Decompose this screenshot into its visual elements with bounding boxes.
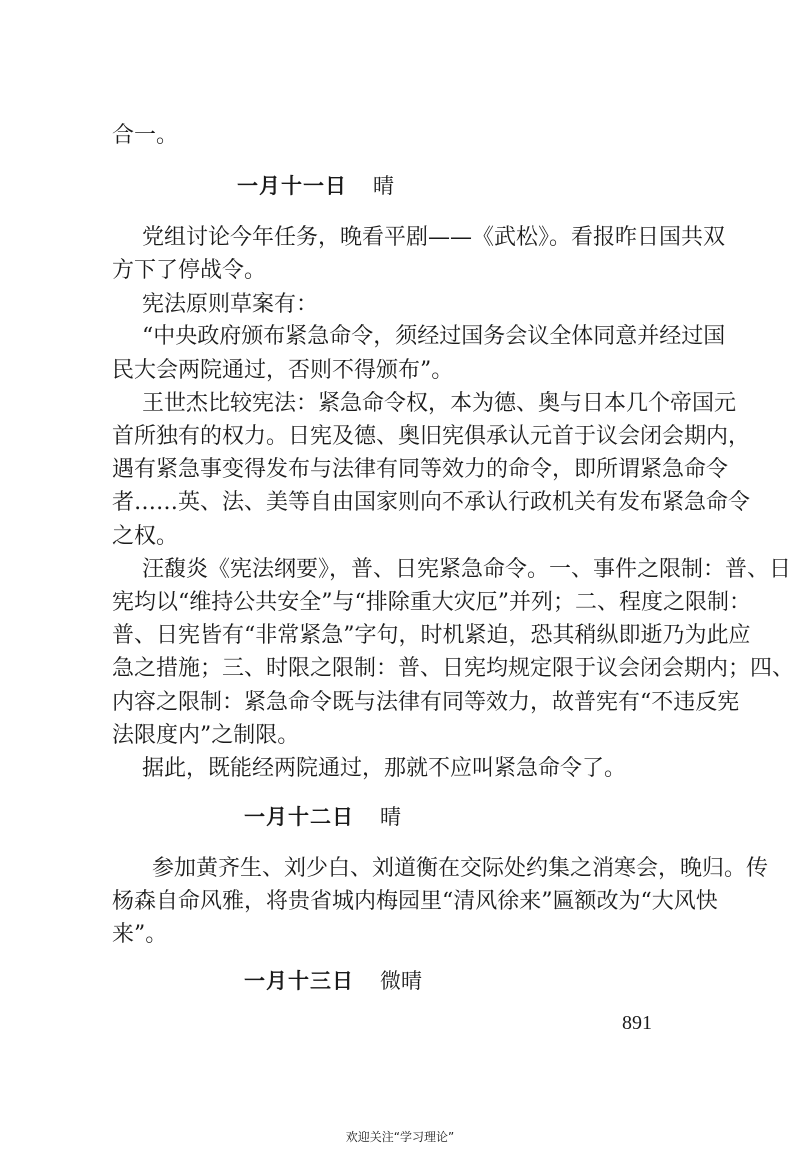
text-line: 首所独有的权力。日宪及德、奥旧宪俱承认元首于议会闭会期内，: [112, 424, 751, 449]
footer-watermark: 欢迎关注“学习理论”: [345, 1130, 455, 1144]
page-number: 891: [622, 1012, 652, 1034]
text-line: 王世杰比较宪法：紧急命令权，本为德、奥与日本几个帝国元: [142, 391, 737, 416]
text-line: 法限度内”之制限。: [112, 723, 300, 748]
text-line: 党组讨论今年任务，晚看平剧——《武松》。看报昨日国共双: [142, 225, 726, 250]
text-line: 内容之限制：紧急命令既与法律有同等效力，故普宪有“不违反宪: [112, 690, 740, 715]
text-line: 遇有紧急事变得发布与法律有同等效力的命令，即所谓紧急命令: [112, 457, 729, 482]
text-line: 急之措施；三、时限之限制：普、日宪均规定限于议会闭会期内；四、: [112, 656, 795, 681]
text-line: 宪法原则草案有：: [142, 292, 319, 317]
text-line: 者……英、法、美等自由国家则向不承认行政机关有发布紧急命令: [112, 490, 751, 515]
text-line: “中央政府颁布紧急命令，须经过国务会议全体同意并经过国: [142, 324, 726, 349]
text-line: 方下了停战令。: [112, 258, 267, 283]
entry-date: 一月十二日: [244, 805, 354, 829]
entry-weather: 晴: [380, 805, 401, 829]
text-line: 据此，既能经两院通过，那就不应叫紧急命令了。: [142, 756, 627, 781]
entry-date: 一月十三日: [244, 969, 354, 993]
entry-weather: 微晴: [380, 969, 422, 993]
text-line: 杨森自命风雅，将贵省城内梅园里“清风徐来”匾额改为“大风快: [112, 889, 718, 914]
text-line: 来”。: [112, 922, 168, 947]
text-line: 普、日宪皆有“非常紧急”字句，时机紧迫，恐其稍纵即逝乃为此应: [112, 623, 751, 648]
text-line: 合一。: [112, 123, 179, 148]
text-line: 参加黄齐生、刘少白、刘道衡在交际处约集之消寒会，晚归。传: [152, 856, 769, 881]
text-line: 宪均以“维持公共安全”与“排除重大灾厄”并列；二、程度之限制：: [112, 590, 751, 615]
entry-weather: 晴: [373, 174, 394, 198]
text-line: 汪馥炎《宪法纲要》，普、日宪紧急命令。一、事件之限制：普、日: [142, 557, 792, 582]
diary-entry-heading: [244, 966, 800, 996]
diary-entry-heading: [244, 802, 800, 832]
text-line: 民大会两院通过，否则不得颁布”。: [112, 358, 454, 383]
diary-entry-heading: [237, 171, 800, 201]
entry-date: 一月十一日: [237, 174, 347, 198]
text-line: 之权。: [112, 524, 179, 549]
